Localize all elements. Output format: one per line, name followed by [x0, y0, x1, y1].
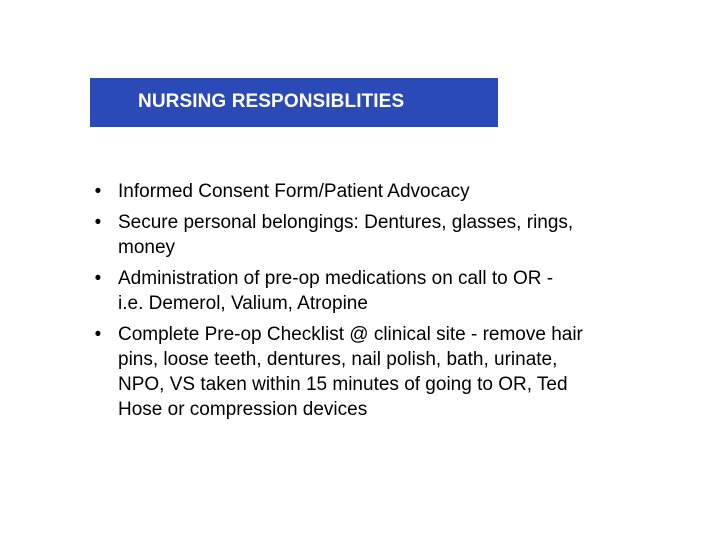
slide-title: NURSING RESPONSIBLITIES — [138, 91, 405, 112]
bullet-text: Secure personal belongings: Dentures, glasses, rings, — [118, 212, 574, 233]
bullet-item-checklist — [94, 322, 678, 422]
bullet-dot-icon: • — [94, 268, 102, 289]
bullet-text: i.e. Demerol, Valium, Atropine — [118, 293, 368, 314]
bullet-text: money — [118, 237, 176, 258]
bullet-text: Informed Consent Form/Patient Advocacy — [118, 181, 470, 202]
bullet-item-belongings — [94, 210, 678, 260]
bullet-item-consent — [94, 179, 678, 204]
bullet-text: Administration of pre-op medications on call to OR - — [118, 268, 554, 289]
bullet-text: Complete Pre-op Checklist @ clinical site - remove hair — [118, 324, 583, 345]
bullet-text: Hose or compression devices — [118, 399, 368, 420]
bullet-list — [94, 179, 678, 428]
bullet-dot-icon: • — [94, 324, 102, 345]
title-banner — [90, 78, 498, 127]
bullet-text: NPO, VS taken within 15 minutes of going to OR, Ted — [118, 374, 568, 395]
bullet-dot-icon: • — [94, 212, 102, 233]
bullet-item-medications — [94, 266, 678, 316]
bullet-text: pins, loose teeth, dentures, nail polish, bath, urinate, — [118, 349, 558, 370]
bullet-dot-icon: • — [94, 181, 102, 202]
